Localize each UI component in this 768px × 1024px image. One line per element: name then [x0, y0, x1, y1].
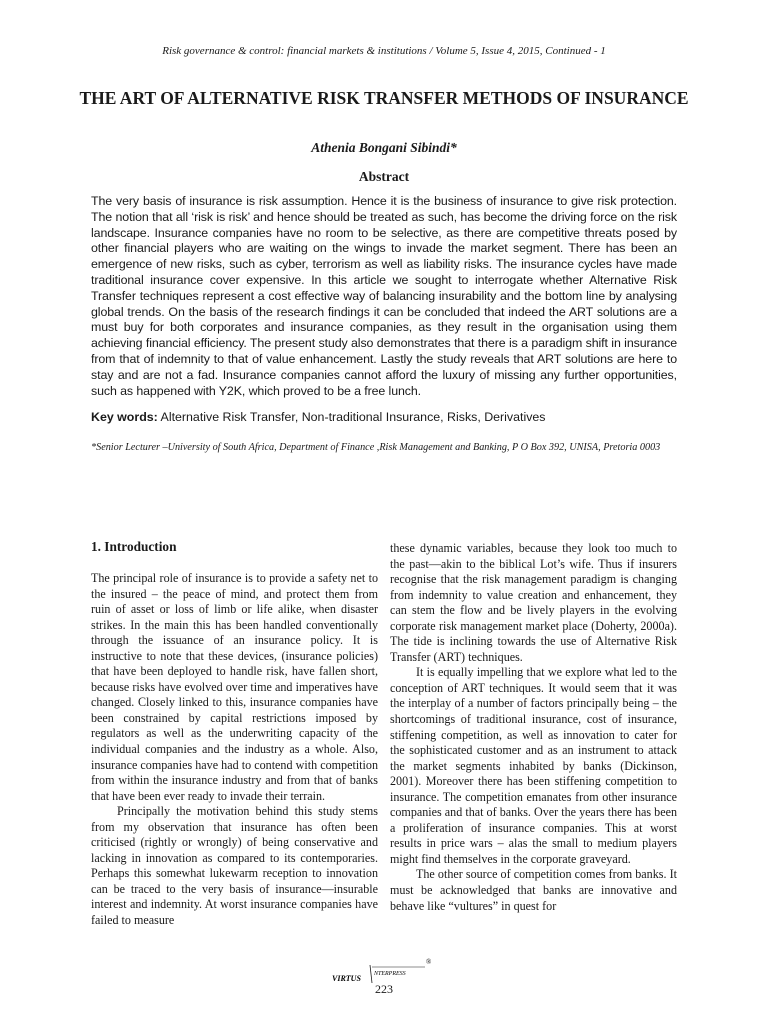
- paper-title: THE ART OF ALTERNATIVE RISK TRANSFER METHODS OF INSURANCE: [79, 88, 689, 108]
- page-number: 223: [375, 982, 393, 996]
- author-name: Athenia Bongani Sibindi*: [311, 140, 457, 155]
- keywords: [91, 410, 691, 424]
- right-paragraph-2: It is equally impelling that we explore what led to the conception of ART techniques. It would seem that it was the interplay of a number of factors principally being – the shortcomings of traditional insurance, cost of insurance, stiffening competition, as well as innovation to cater for the sophisticated customer and as an instrument to attack the market segments inhabited by banks (Dickinson, 2001). Moreover there has been stiffening competition to insurance. The competition emanates from other insurance companies and that of banks. Over the years there has been a proliferation of insurance companies. This at worst results in price wars – alas the small to medium players might find themselves in the corporate graveyard.: [390, 665, 677, 866]
- right-column: [390, 541, 677, 914]
- right-paragraph-1: these dynamic variables, because they look too much to the past—akin to the biblical Lot’s wife. Thus if insurers recognise that the risk management paradigm is changing from indemnity to value creation and enhancement, they can stem the flow and be lively players in the evolving corporate risk management market place (Doherty, 2000a). The tide is inclining towards the use of Alternative Risk Transfer (ART) techniques.: [390, 541, 677, 664]
- virtus-interpress-logo: [330, 955, 440, 985]
- logo-text-virtus: VIRTUS: [332, 974, 361, 983]
- keywords-text: Alternative Risk Transfer, Non-traditional Insurance, Risks, Derivatives: [157, 410, 546, 424]
- registered-mark: ®: [426, 958, 432, 966]
- left-column: [91, 571, 378, 929]
- author-affiliation: *Senior Lecturer –University of South Africa, Department of Finance ,Risk Management and Banking, P O Box 392, UNISA, Pretoria 0003: [91, 442, 661, 453]
- left-paragraph-1: The principal role of insurance is to provide a safety net to the insured – the peace of mind, and protect them from ruin of asset or loss of limb or life alike, when disaster strikes. In the main this has been handled conventionally through the issuance of an insurance policy. It is instructive to note that these devices, (insurance policies) that have been deployed to handle risk, have fallen short, because risks have evolved over time and imperatives have changed. Closely linked to this, insurance companies have been constrained by capital restrictions imposed by regulators as well as the underwriting capacity of the individual companies and the industry as a whole. Also, insurance companies have had to contend with competition from within the insurance industry and from that of banks that have been ever ready to invade their terrain.: [91, 571, 378, 803]
- abstract-body: The very basis of insurance is risk assumption. Hence it is the business of insurance to give risk protection. The notion that all ‘risk is risk’ and hence should be treated as such, has become the driving force on the risk landscape. Insurance companies have no room to be selective, as there are competitive threats posed by other financial players who are waiting on the wings to invade the market segment. There has been an emergence of new risks, such as cyber, terrorism as well as liability risks. The insurance cycles have made traditional insurance cover expensive. In this article we sought to interrogate whether Alternative Risk Transfer techniques represent a cost effective way of balancing insurability and the bottom line by analysing global trends. On the basis of the research findings it can be concluded that indeed the ART solutions are a must buy for both corporates and insurance companies, as they result in the organisation using them achieving financial efficiency. The present study also demonstrates that there is a paradigm shift in insurance from that of indemnity to that of value enhancement. Lastly the study reveals that ART solutions are here to stay and are not a fad. Insurance companies cannot afford the luxury of missing any further opportunities, such as happened with Y2K, which proved to be a free lunch.: [91, 194, 677, 398]
- abstract-heading: Abstract: [358, 169, 410, 184]
- right-paragraph-3: The other source of competition comes from banks. It must be acknowledged that banks are innovative and behave like “vultures” in quest for: [390, 867, 677, 913]
- left-paragraph-2: Principally the motivation behind this study stems from my observation that insurance has often been criticised (rightly or wrongly) of being conservative and lacking in innovation as compared to its contemporaries. Perhaps this somewhat lukewarm reception to innovation can be traced to the very basis of insurance—insurable interest and indemnity. At worst insurance companies have failed to measure: [91, 804, 378, 928]
- section-heading-introduction: 1. Introduction: [91, 539, 177, 554]
- logo-text-interpress: NTERPRESS: [374, 971, 406, 977]
- running-head: Risk governance & control: financial markets & institutions / Volume 5, Issue 4, 2015, Continued - 1: [162, 45, 606, 57]
- keywords-label: Key words:: [91, 410, 158, 424]
- logo-stroke: [370, 965, 372, 983]
